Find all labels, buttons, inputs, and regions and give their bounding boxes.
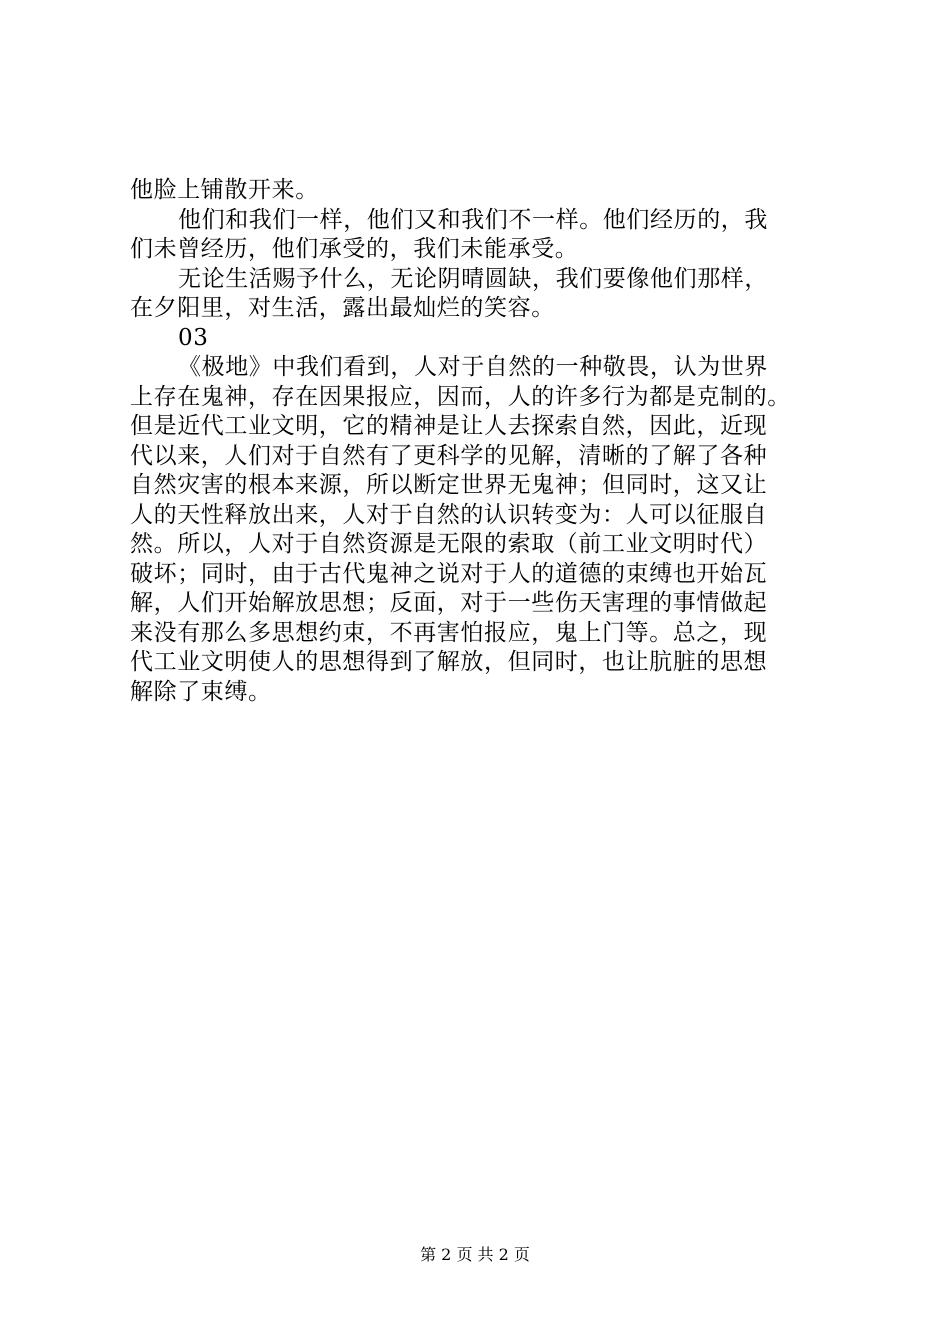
text-line: 们未曾经历，他们承受的，我们未能承受。 <box>130 236 579 262</box>
text-line: 上存在鬼神，存在因果报应，因而，人的许多行为都是克制的。 <box>130 383 791 410</box>
document-body <box>130 176 840 707</box>
text-line: 然。所以，人对于自然资源是无限的索取（前工业文明时代） <box>130 531 768 557</box>
text-line: 破坏；同时，由于古代鬼神之说对于人的道德的束缚也开始瓦 <box>130 560 768 587</box>
page-footer: 第 2 页 共 2 页 <box>420 1245 530 1264</box>
text-line: 但是近代工业文明，它的精神是让人去探索自然，因此，近现 <box>130 413 768 439</box>
text-line: 来没有那么多思想约束，不再害怕报应，鬼上门等。总之，现 <box>130 619 768 646</box>
text-line: 人的天性释放出来，人对于自然的认识转变为：人可以征服自 <box>130 501 768 528</box>
text-line: 在夕阳里，对生活，露出最灿烂的笑容。 <box>130 295 555 321</box>
text-line: 解除了束缚。 <box>130 678 272 705</box>
text-line: 代以来，人们对于自然有了更科学的见解，清晰的了解了各种 <box>130 442 768 469</box>
text-line: 无论生活赐予什么，无论阴晴圆缺，我们要像他们那样， <box>178 265 768 292</box>
text-line: 他们和我们一样，他们又和我们不一样。他们经历的，我 <box>178 206 768 233</box>
text-line: 《极地》中我们看到，人对于自然的一种敬畏，认为世界 <box>178 354 768 380</box>
text-line: 03 <box>178 324 209 351</box>
text-line: 代工业文明使人的思想得到了解放，但同时，也让肮脏的思想 <box>130 649 768 675</box>
text-line: 自然灾害的根本来源，所以断定世界无鬼神；但同时，这又让 <box>130 472 768 498</box>
text-line: 他脸上铺散开来。 <box>130 177 319 203</box>
text-line: 解，人们开始解放思想；反面，对于一些伤天害理的事情做起 <box>130 590 768 616</box>
